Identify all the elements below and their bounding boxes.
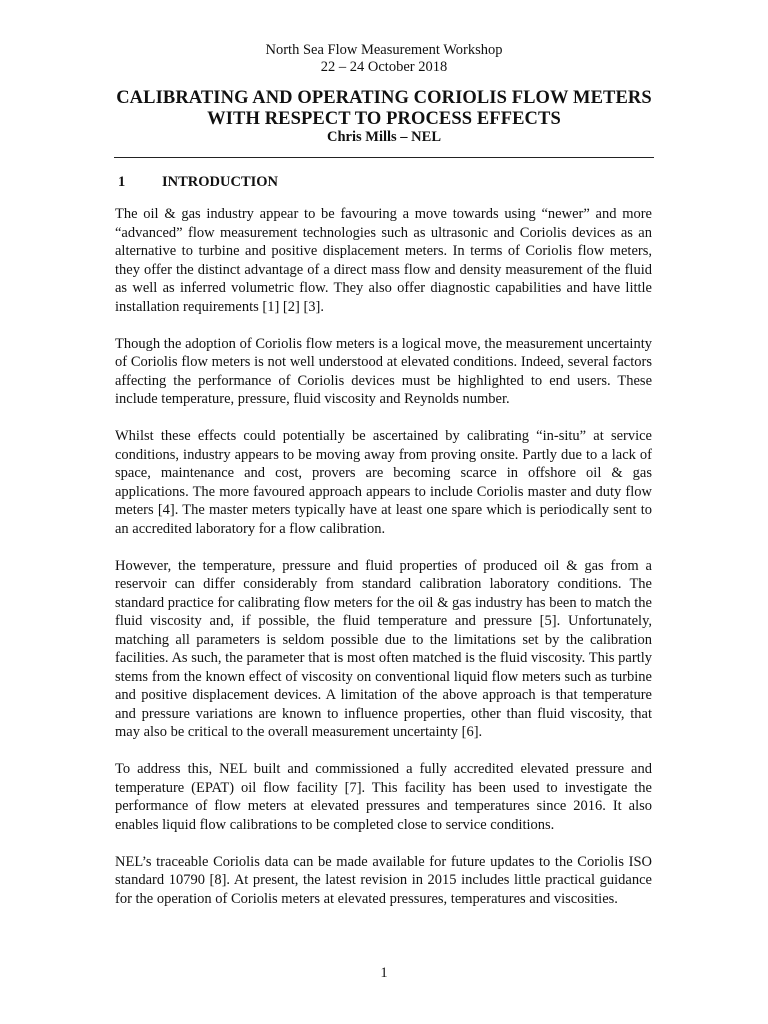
paragraph: Whilst these effects could potentially be ascertained by calibrating “in-situ” at service conditions, industry appears to be moving away from proving onsite. Partly due to a lack of space, maintenance and cost, provers are becoming scarce in offshore oil & gas applications. The more favoured approach appears to include Coriolis master and duty flow meters [4]. The master meters typically have at least one spare which is periodically sent to an accredited laboratory for a flow calibration. — [115, 428, 652, 537]
workshop-name: North Sea Flow Measurement Workshop — [265, 42, 503, 58]
paper-title — [0, 88, 768, 130]
paper-title-line-2: WITH RESPECT TO PROCESS EFFECTS — [207, 109, 561, 129]
author-line: Chris Mills – NEL — [327, 129, 441, 145]
paper-title-line-1: CALIBRATING AND OPERATING CORIOLIS FLOW METERS — [116, 88, 652, 108]
paragraph: NEL’s traceable Coriolis data can be made available for future updates to the Coriolis ISO standard 10790 [8]. At present, the latest revision in 2015 includes little practical guidance for the operation of Coriolis meters at elevated pressures, temperatures and viscosities. — [115, 853, 652, 907]
paragraph: The oil & gas industry appear to be favouring a move towards using “newer” and more “advanced” flow measurement technologies such as ultrasonic and Coriolis devices as an alternative to turbine and positive displacement meters. In terms of Coriolis flow meters, they offer the distinct advantage of a direct mass flow and density measurement of the fluid as well as inferred volumetric flow. They also offer diagnostic capabilities and have little installation requirements [1] [2] [3]. — [115, 206, 652, 315]
section-heading — [118, 173, 278, 191]
page-number: 1 — [380, 965, 388, 981]
workshop-dates: 22 – 24 October 2018 — [320, 59, 448, 75]
body-text — [115, 205, 652, 927]
paragraph: To address this, NEL built and commissioned a fully accredited elevated pressure and temperature (EPAT) oil flow facility [7]. This facility has been used to investigate the performance of flow meters at elevated pressures and temperatures since 2016. It also enables liquid flow calibrations to be completed close to service conditions. — [115, 761, 652, 833]
paragraph: Though the adoption of Coriolis flow meters is a logical move, the measurement uncertainty of Coriolis flow meters is not well understood at elevated conditions. Indeed, several factors affecting the performance of Coriolis devices must be highlighted to end users. These include temperature, pressure, fluid viscosity and Reynolds number. — [115, 335, 652, 407]
section-title: INTRODUCTION — [162, 174, 279, 190]
title-divider — [114, 157, 654, 158]
running-header — [0, 42, 768, 76]
section-number: 1 — [118, 174, 126, 190]
paragraph: However, the temperature, pressure and fluid properties of produced oil & gas from a reservoir can differ considerably from standard calibration laboratory conditions. The standard practice for calibrating flow meters for the oil & gas industry has been to match the fluid viscosity and, if possible, the fluid temperature and pressure [5]. Unfortunately, matching all parameters is seldom possible due to the limitations set by the calibration facilities. As such, the parameter that is most often matched is the fluid viscosity. This partly stems from the known effect of viscosity on conventional liquid flow meters such as turbine and positive displacement devices. A limitation of the above approach is that temperature and pressure variations are known to influence properties, other than fluid viscosity, that may also be critical to the overall measurement uncertainty [6]. — [115, 557, 652, 740]
